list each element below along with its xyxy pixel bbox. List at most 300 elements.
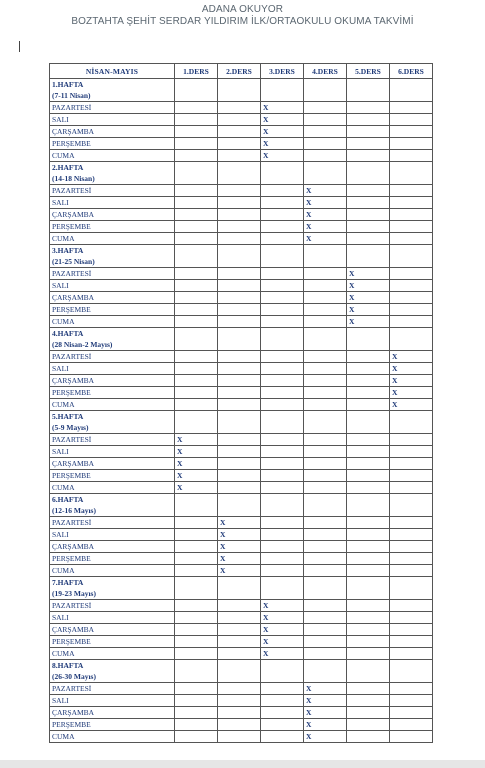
day-label: PAZARTESİ xyxy=(50,683,175,695)
empty-cell xyxy=(347,636,390,648)
empty-cell xyxy=(175,150,218,162)
day-label: PAZARTESİ xyxy=(50,434,175,446)
day-label: SALI xyxy=(50,114,175,126)
table-row xyxy=(50,268,433,280)
header-title: ADANA OKUYOR xyxy=(201,4,284,15)
reading-mark: X xyxy=(304,731,347,743)
empty-cell xyxy=(347,648,390,660)
table-row xyxy=(50,197,433,209)
empty-cell xyxy=(175,102,218,114)
empty-cell xyxy=(390,529,433,541)
empty-cell xyxy=(390,138,433,150)
table-row xyxy=(50,209,433,221)
empty-cell xyxy=(261,197,304,209)
empty-cell xyxy=(347,233,390,245)
day-label: PAZARTESİ xyxy=(50,268,175,280)
empty-cell xyxy=(261,221,304,233)
empty-cell xyxy=(390,612,433,624)
empty-cell xyxy=(390,565,433,577)
reading-mark: X xyxy=(304,197,347,209)
empty-cell xyxy=(347,565,390,577)
empty-cell xyxy=(347,446,390,458)
empty-cell xyxy=(261,185,304,197)
reading-mark: X xyxy=(261,648,304,660)
week-title: 4.HAFTA xyxy=(52,329,84,338)
empty-cell xyxy=(261,79,304,102)
empty-cell xyxy=(218,102,261,114)
empty-cell xyxy=(261,482,304,494)
table-row xyxy=(50,150,433,162)
empty-cell xyxy=(218,221,261,233)
empty-cell xyxy=(347,245,390,268)
week-title: 6.HAFTA xyxy=(52,495,84,504)
reading-mark: X xyxy=(261,114,304,126)
empty-cell xyxy=(218,636,261,648)
empty-cell xyxy=(390,126,433,138)
week-header-row xyxy=(50,79,433,102)
empty-cell xyxy=(390,162,433,185)
reading-mark: X xyxy=(304,695,347,707)
empty-cell xyxy=(175,221,218,233)
day-label: SALI xyxy=(50,612,175,624)
empty-cell xyxy=(304,280,347,292)
text-cursor xyxy=(19,41,20,52)
empty-cell xyxy=(175,185,218,197)
empty-cell xyxy=(261,494,304,517)
empty-cell xyxy=(175,695,218,707)
day-label: ÇARŞAMBA xyxy=(50,707,175,719)
column-header: 6.DERS xyxy=(390,64,433,79)
empty-cell xyxy=(390,494,433,517)
day-label: SALI xyxy=(50,363,175,375)
week-header-row xyxy=(50,494,433,517)
table-row xyxy=(50,695,433,707)
empty-cell xyxy=(304,470,347,482)
week-label xyxy=(50,328,175,351)
reading-mark: X xyxy=(218,565,261,577)
week-dates: (14-18 Nisan) xyxy=(52,174,95,183)
empty-cell xyxy=(347,577,390,600)
page-gap xyxy=(0,760,485,768)
day-label: PERŞEMBE xyxy=(50,470,175,482)
empty-cell xyxy=(218,233,261,245)
table-row xyxy=(50,553,433,565)
empty-cell xyxy=(347,162,390,185)
empty-cell xyxy=(175,280,218,292)
empty-cell xyxy=(304,126,347,138)
empty-cell xyxy=(175,126,218,138)
empty-cell xyxy=(261,470,304,482)
day-label: PAZARTESİ xyxy=(50,351,175,363)
table-row xyxy=(50,648,433,660)
empty-cell xyxy=(218,292,261,304)
week-label xyxy=(50,411,175,434)
empty-cell xyxy=(390,245,433,268)
empty-cell xyxy=(261,541,304,553)
empty-cell xyxy=(304,138,347,150)
empty-cell xyxy=(304,150,347,162)
table-row xyxy=(50,482,433,494)
empty-cell xyxy=(390,707,433,719)
column-header: 3.DERS xyxy=(261,64,304,79)
empty-cell xyxy=(175,268,218,280)
empty-cell xyxy=(175,399,218,411)
day-label: SALI xyxy=(50,446,175,458)
empty-cell xyxy=(261,660,304,683)
table-row xyxy=(50,351,433,363)
reading-mark: X xyxy=(175,446,218,458)
reading-mark: X xyxy=(304,683,347,695)
empty-cell xyxy=(304,565,347,577)
empty-cell xyxy=(347,683,390,695)
empty-cell xyxy=(218,138,261,150)
empty-cell xyxy=(347,470,390,482)
empty-cell xyxy=(175,529,218,541)
empty-cell xyxy=(304,363,347,375)
reading-mark: X xyxy=(390,399,433,411)
empty-cell xyxy=(304,660,347,683)
reading-mark: X xyxy=(347,316,390,328)
reading-mark: X xyxy=(218,541,261,553)
empty-cell xyxy=(304,494,347,517)
empty-cell xyxy=(218,280,261,292)
empty-cell xyxy=(304,399,347,411)
empty-cell xyxy=(304,612,347,624)
empty-cell xyxy=(347,731,390,743)
empty-cell xyxy=(218,695,261,707)
reading-mark: X xyxy=(261,636,304,648)
empty-cell xyxy=(390,280,433,292)
empty-cell xyxy=(175,233,218,245)
empty-cell xyxy=(261,375,304,387)
empty-cell xyxy=(304,411,347,434)
week-header-row xyxy=(50,328,433,351)
day-label: ÇARŞAMBA xyxy=(50,541,175,553)
empty-cell xyxy=(304,316,347,328)
week-dates: (5-9 Mayıs) xyxy=(52,423,89,432)
reading-mark: X xyxy=(261,600,304,612)
empty-cell xyxy=(304,624,347,636)
empty-cell xyxy=(261,434,304,446)
reading-mark: X xyxy=(261,150,304,162)
empty-cell xyxy=(390,221,433,233)
empty-cell xyxy=(390,731,433,743)
table-row xyxy=(50,292,433,304)
day-label: SALI xyxy=(50,695,175,707)
table-row xyxy=(50,446,433,458)
empty-cell xyxy=(347,624,390,636)
empty-cell xyxy=(175,565,218,577)
empty-cell xyxy=(347,209,390,221)
empty-cell xyxy=(347,719,390,731)
empty-cell xyxy=(175,375,218,387)
week-dates: (12-16 Mayıs) xyxy=(52,506,96,515)
empty-cell xyxy=(175,411,218,434)
day-label: PERŞEMBE xyxy=(50,387,175,399)
empty-cell xyxy=(218,399,261,411)
empty-cell xyxy=(347,660,390,683)
empty-cell xyxy=(261,304,304,316)
week-label xyxy=(50,660,175,683)
empty-cell xyxy=(218,494,261,517)
day-label: PERŞEMBE xyxy=(50,553,175,565)
day-label: CUMA xyxy=(50,648,175,660)
day-label: ÇARŞAMBA xyxy=(50,292,175,304)
empty-cell xyxy=(390,470,433,482)
month-header: NİSAN-MAYIS xyxy=(50,64,175,79)
empty-cell xyxy=(390,102,433,114)
column-header: 1.DERS xyxy=(175,64,218,79)
reading-mark: X xyxy=(347,304,390,316)
empty-cell xyxy=(304,636,347,648)
table-row xyxy=(50,565,433,577)
day-label: PERŞEMBE xyxy=(50,221,175,233)
reading-mark: X xyxy=(304,209,347,221)
table-row xyxy=(50,683,433,695)
empty-cell xyxy=(390,636,433,648)
header-subtitle: BOZTAHTA ŞEHİT SERDAR YILDIRIM İLK/ORTAOKULU OKUMA TAKVİMİ xyxy=(71,16,414,27)
empty-cell xyxy=(175,636,218,648)
empty-cell xyxy=(218,114,261,126)
empty-cell xyxy=(261,695,304,707)
empty-cell xyxy=(218,79,261,102)
reading-mark: X xyxy=(304,233,347,245)
empty-cell xyxy=(304,375,347,387)
table-row xyxy=(50,719,433,731)
empty-cell xyxy=(347,541,390,553)
empty-cell xyxy=(261,517,304,529)
empty-cell xyxy=(304,304,347,316)
empty-cell xyxy=(175,624,218,636)
empty-cell xyxy=(175,707,218,719)
empty-cell xyxy=(304,517,347,529)
week-label xyxy=(50,494,175,517)
empty-cell xyxy=(175,719,218,731)
empty-cell xyxy=(347,529,390,541)
empty-cell xyxy=(347,517,390,529)
reading-mark: X xyxy=(304,719,347,731)
empty-cell xyxy=(218,209,261,221)
table-row xyxy=(50,102,433,114)
empty-cell xyxy=(218,304,261,316)
empty-cell xyxy=(390,150,433,162)
table-row xyxy=(50,612,433,624)
day-label: SALI xyxy=(50,197,175,209)
day-label: PERŞEMBE xyxy=(50,304,175,316)
week-dates: (28 Nisan-2 Mayıs) xyxy=(52,340,113,349)
empty-cell xyxy=(347,126,390,138)
empty-cell xyxy=(390,600,433,612)
week-dates: (21-25 Nisan) xyxy=(52,257,95,266)
empty-cell xyxy=(390,624,433,636)
reading-mark: X xyxy=(261,126,304,138)
empty-cell xyxy=(175,316,218,328)
empty-cell xyxy=(175,328,218,351)
reading-mark: X xyxy=(347,280,390,292)
empty-cell xyxy=(218,446,261,458)
empty-cell xyxy=(261,458,304,470)
reading-mark: X xyxy=(304,185,347,197)
empty-cell xyxy=(175,304,218,316)
empty-cell xyxy=(347,79,390,102)
empty-cell xyxy=(218,434,261,446)
table-row xyxy=(50,517,433,529)
empty-cell xyxy=(218,197,261,209)
empty-cell xyxy=(347,328,390,351)
empty-cell xyxy=(175,683,218,695)
empty-cell xyxy=(390,660,433,683)
reading-mark: X xyxy=(304,221,347,233)
table-row xyxy=(50,138,433,150)
column-header: 2.DERS xyxy=(218,64,261,79)
empty-cell xyxy=(304,268,347,280)
empty-cell xyxy=(347,399,390,411)
week-header-row xyxy=(50,162,433,185)
empty-cell xyxy=(218,387,261,399)
empty-cell xyxy=(347,363,390,375)
empty-cell xyxy=(175,600,218,612)
empty-cell xyxy=(175,197,218,209)
empty-cell xyxy=(347,351,390,363)
empty-cell xyxy=(218,375,261,387)
empty-cell xyxy=(218,600,261,612)
reading-mark: X xyxy=(304,707,347,719)
empty-cell xyxy=(175,541,218,553)
reading-mark: X xyxy=(347,292,390,304)
empty-cell xyxy=(390,553,433,565)
empty-cell xyxy=(175,387,218,399)
day-label: CUMA xyxy=(50,731,175,743)
reading-mark: X xyxy=(218,553,261,565)
empty-cell xyxy=(390,79,433,102)
empty-cell xyxy=(218,126,261,138)
week-title: 3.HAFTA xyxy=(52,246,84,255)
empty-cell xyxy=(304,292,347,304)
reading-mark: X xyxy=(218,517,261,529)
table-row xyxy=(50,233,433,245)
empty-cell xyxy=(261,162,304,185)
table-row xyxy=(50,304,433,316)
empty-cell xyxy=(261,565,304,577)
empty-cell xyxy=(390,683,433,695)
empty-cell xyxy=(175,648,218,660)
empty-cell xyxy=(390,209,433,221)
empty-cell xyxy=(175,612,218,624)
empty-cell xyxy=(347,434,390,446)
empty-cell xyxy=(390,292,433,304)
empty-cell xyxy=(347,221,390,233)
empty-cell xyxy=(304,446,347,458)
empty-cell xyxy=(218,411,261,434)
empty-cell xyxy=(347,695,390,707)
reading-mark: X xyxy=(175,470,218,482)
day-label: ÇARŞAMBA xyxy=(50,209,175,221)
week-dates: (7-11 Nisan) xyxy=(52,91,91,100)
empty-cell xyxy=(304,541,347,553)
empty-cell xyxy=(304,328,347,351)
reading-mark: X xyxy=(261,612,304,624)
empty-cell xyxy=(218,719,261,731)
reading-mark: X xyxy=(261,624,304,636)
day-label: CUMA xyxy=(50,482,175,494)
day-label: PERŞEMBE xyxy=(50,138,175,150)
empty-cell xyxy=(347,102,390,114)
empty-cell xyxy=(390,197,433,209)
empty-cell xyxy=(304,162,347,185)
empty-cell xyxy=(347,612,390,624)
empty-cell xyxy=(347,482,390,494)
empty-cell xyxy=(347,458,390,470)
empty-cell xyxy=(218,185,261,197)
empty-cell xyxy=(390,446,433,458)
day-label: PERŞEMBE xyxy=(50,636,175,648)
day-label: PAZARTESİ xyxy=(50,517,175,529)
empty-cell xyxy=(175,731,218,743)
reading-mark: X xyxy=(175,458,218,470)
reading-mark: X xyxy=(175,482,218,494)
empty-cell xyxy=(218,162,261,185)
empty-cell xyxy=(261,577,304,600)
empty-cell xyxy=(261,245,304,268)
empty-cell xyxy=(347,197,390,209)
empty-cell xyxy=(390,482,433,494)
document-header xyxy=(0,4,485,28)
empty-cell xyxy=(390,268,433,280)
table-row xyxy=(50,731,433,743)
empty-cell xyxy=(261,731,304,743)
empty-cell xyxy=(218,624,261,636)
empty-cell xyxy=(261,399,304,411)
week-dates: (26-30 Mayıs) xyxy=(52,672,96,681)
empty-cell xyxy=(218,612,261,624)
day-label: PAZARTESİ xyxy=(50,600,175,612)
table-row xyxy=(50,280,433,292)
empty-cell xyxy=(218,731,261,743)
week-dates: (19-23 Mayıs) xyxy=(52,589,96,598)
empty-cell xyxy=(347,494,390,517)
empty-cell xyxy=(261,363,304,375)
empty-cell xyxy=(390,458,433,470)
empty-cell xyxy=(261,411,304,434)
empty-cell xyxy=(347,185,390,197)
empty-cell xyxy=(390,304,433,316)
reading-mark: X xyxy=(261,102,304,114)
empty-cell xyxy=(261,280,304,292)
empty-cell xyxy=(175,162,218,185)
empty-cell xyxy=(175,79,218,102)
empty-cell xyxy=(261,292,304,304)
empty-cell xyxy=(390,233,433,245)
empty-cell xyxy=(390,719,433,731)
empty-cell xyxy=(304,458,347,470)
empty-cell xyxy=(218,363,261,375)
table-row xyxy=(50,185,433,197)
empty-cell xyxy=(175,351,218,363)
table-row xyxy=(50,434,433,446)
empty-cell xyxy=(175,494,218,517)
empty-cell xyxy=(261,683,304,695)
reading-mark: X xyxy=(347,268,390,280)
day-label: CUMA xyxy=(50,316,175,328)
week-title: 7.HAFTA xyxy=(52,578,84,587)
empty-cell xyxy=(261,707,304,719)
empty-cell xyxy=(261,529,304,541)
week-header-row xyxy=(50,245,433,268)
empty-cell xyxy=(390,541,433,553)
empty-cell xyxy=(304,351,347,363)
empty-cell xyxy=(347,375,390,387)
week-label xyxy=(50,162,175,185)
